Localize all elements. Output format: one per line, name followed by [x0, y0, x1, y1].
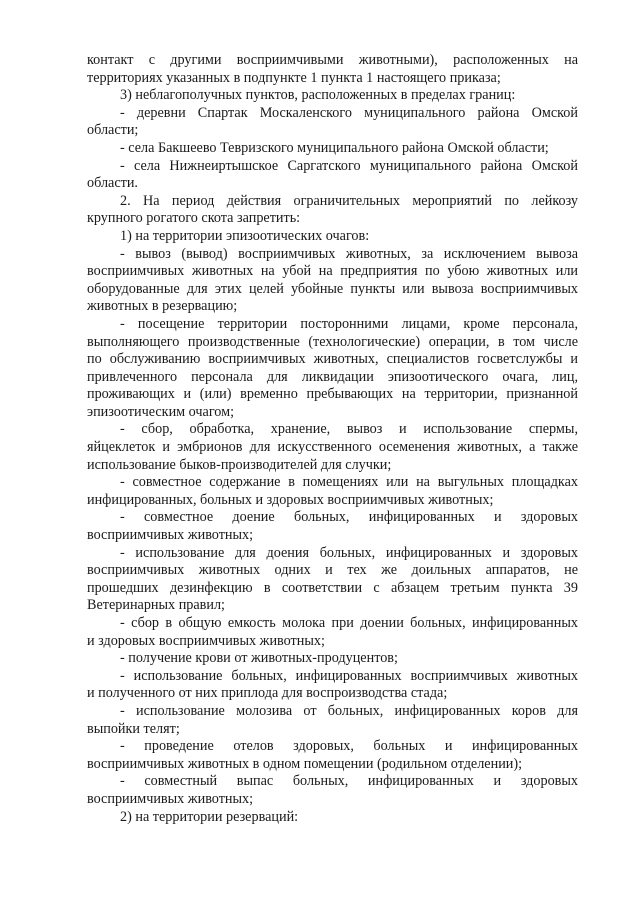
text-line: - использование больных, инфицированных восприимчивых животных — [120, 667, 578, 684]
text-line: прошедших дезинфекцию в соответствии с абзацем третьим пункта 39 — [87, 579, 578, 596]
text-line: - села Нижнеиртышское Саргатского муниципального района Омской — [120, 157, 578, 174]
text-line: выполняющего производственные (технологические) операции, в том числе — [87, 333, 578, 350]
text-line: - села Бакшеево Тевризского муниципального района Омской области; — [120, 139, 549, 156]
text-line: крупного рогатого скота запретить: — [87, 210, 301, 227]
text-line: восприимчивых животных; — [87, 527, 254, 544]
text-line: - совместный выпас больных, инфицированных и здоровых — [120, 773, 578, 790]
text-line: 3) неблагополучных пунктов, расположенных в пределах границ: — [120, 87, 516, 104]
text-line: территориях указанных в подпункте 1 пункта 1 настоящего приказа; — [87, 69, 501, 86]
text-line: 2) на территории резерваций: — [120, 808, 299, 825]
text-line: и полученного от них приплода для воспроизводства стада; — [87, 685, 448, 702]
document-body — [87, 52, 578, 826]
text-line: 2. На период действия ограничительных мероприятий по лейкозу — [120, 192, 578, 209]
text-line: выпойки телят; — [87, 720, 180, 737]
text-line: оборудованные для этих целей убойные пункты или вывоза восприимчивых — [87, 280, 578, 297]
text-line: - посещение территории посторонними лицами, кроме персонала, — [120, 315, 578, 332]
text-line: животных в резервацию; — [87, 298, 238, 315]
text-line: восприимчивых животных в одном помещении (родильном отделении); — [87, 755, 523, 772]
text-line: 1) на территории эпизоотических очагов: — [120, 227, 370, 244]
text-line: яйцеклеток и эмбрионов для искусственного осеменения животных, а также — [87, 439, 578, 456]
text-line: проживающих и (или) временно пребывающих на территории, признанной — [87, 386, 578, 403]
text-line: по обслуживанию восприимчивых животных, специалистов госветслужбы и — [87, 351, 578, 368]
text-line: - деревни Спартак Москаленского муниципального района Омской — [120, 104, 578, 121]
text-line: восприимчивых животных одних и тех же доильных аппаратов, не — [87, 562, 578, 579]
text-line: - совместное содержание в помещениях или на выгульных площадках — [120, 474, 578, 491]
text-line: и здоровых восприимчивых животных; — [87, 632, 325, 649]
text-line: области; — [87, 122, 139, 139]
text-line: - совместное доение больных, инфицированных и здоровых — [120, 509, 578, 526]
text-line: - использование молозива от больных, инфицированных коров для — [120, 702, 578, 719]
text-line: - проведение отелов здоровых, больных и инфицированных — [120, 738, 578, 755]
text-line: привлеченного персонала для ликвидации эпизоотического очага, лиц, — [87, 368, 578, 385]
text-line: использование быков-производителей для случки; — [87, 456, 392, 473]
text-line: - получение крови от животных-продуцентов; — [120, 650, 398, 667]
text-line: эпизоотическим очагом; — [87, 403, 235, 420]
text-line: восприимчивых животных на убой на предприятия по убою животных или — [87, 263, 578, 280]
text-line: Ветеринарных правил; — [87, 597, 225, 614]
text-line: инфицированных, больных и здоровых восприимчивых животных; — [87, 491, 494, 508]
text-line: - использование для доения больных, инфицированных и здоровых — [120, 544, 578, 561]
text-line: восприимчивых животных; — [87, 790, 254, 807]
text-line: - вывоз (вывод) восприимчивых животных, за исключением вывоза — [120, 245, 578, 262]
text-line: - сбор, обработка, хранение, вывоз и использование спермы, — [120, 421, 578, 438]
text-line: - сбор в общую емкость молока при доении больных, инфицированных — [120, 615, 578, 631]
text-line: области. — [87, 175, 138, 192]
text-line: контакт с другими восприимчивыми животными), расположенных на — [87, 52, 578, 68]
